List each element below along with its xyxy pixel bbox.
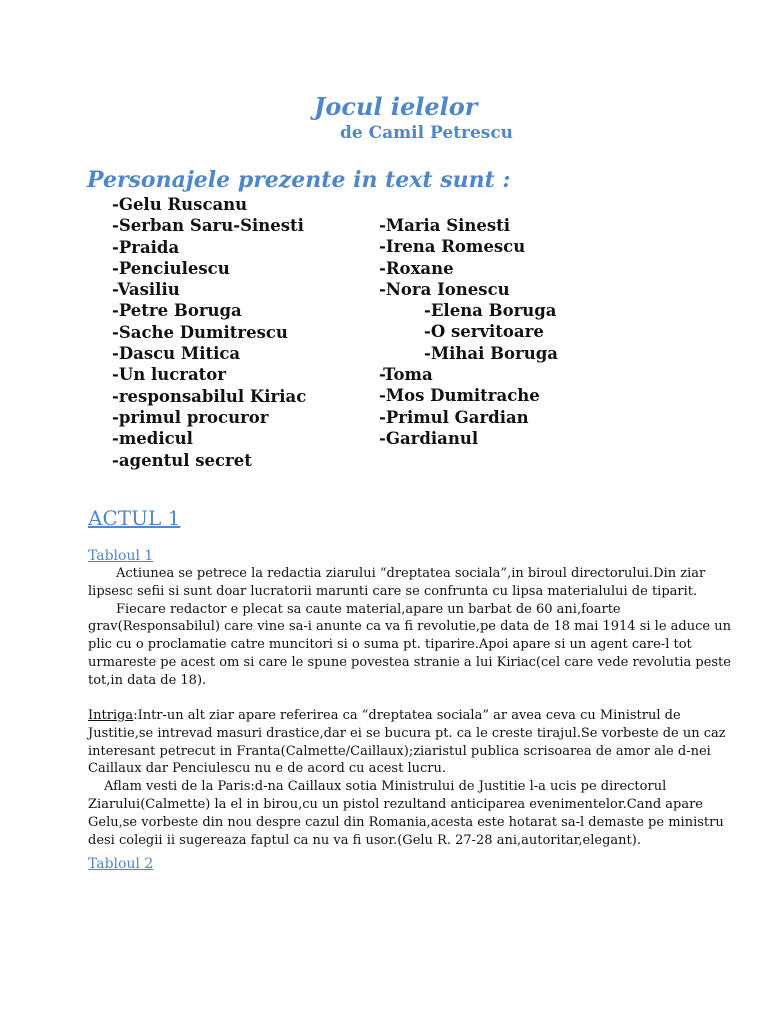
character-item: -Un lucrator: [112, 365, 226, 385]
character-item: -Mihai Boruga: [424, 343, 558, 363]
character-item: -Irena Romescu: [379, 237, 526, 257]
character-item: -Penciulescu: [112, 258, 230, 278]
character-item: -Gelu Ruscanu: [112, 195, 248, 214]
paragraph-line: lipsesc sefii si sunt doar lucratorii marunti care se confrunta cu lipsa materialului de tiparit.: [88, 583, 698, 599]
character-item: -agentul secret: [112, 450, 252, 470]
paragraph-line: Gelu,se vorbeste din nou despre cazul din Romania,acesta este hotarat sa-l demaste pe ministru: [88, 814, 724, 830]
character-item: -Serban Saru-Sinesti: [112, 216, 304, 236]
paragraph-line: Actiunea se petrece la redactia ziarului “dreptatea sociala”,in biroul directorului.Din ziar: [116, 566, 706, 581]
paragraph-line: urmareste pe acest om si care le spune povestea stranie a lui Kiriac(cel care vede revolutia peste: [88, 654, 731, 670]
character-item: -Dascu Mitica: [112, 344, 241, 364]
character-item: -medicul: [112, 429, 193, 449]
tablou-2-link[interactable]: Tabloul 2: [88, 856, 154, 872]
paragraph-line: grav(Responsabilul) care vine sa-i anunte ca va fi revolutie,pe data de 18 mai 1914 si le aduce un: [88, 619, 731, 635]
act-1-tablou-1-text: [88, 565, 731, 690]
character-item: -Toma: [379, 365, 433, 385]
character-item: -O servitoare: [424, 322, 544, 342]
character-item: -Mos Dumitrache: [379, 386, 540, 406]
character-item: -Gardianul: [379, 428, 479, 448]
characters-heading: Personajele prezente in text sunt :: [87, 167, 511, 193]
paragraph-line: Fiecare redactor e plecat sa caute material,apare un barbat de 60 ani,foarte: [116, 601, 621, 617]
character-item: -Maria Sinesti: [379, 216, 511, 235]
tablou-1-link[interactable]: Tabloul 1: [88, 548, 154, 564]
document-author: de Camil Petrescu: [340, 123, 514, 143]
paragraph-line: plic cu o proclamatie catre muncitori si o suma pt. tiparire.Apoi apare si un agent care-l tot: [88, 637, 692, 653]
paragraph-line: Caillaux dar Penciulescu nu e de acord cu acest lucru.: [88, 761, 446, 777]
act-1-heading-link[interactable]: ACTUL 1: [88, 506, 181, 530]
paragraph-line: Aflam vesti de la Paris:d-na Caillaux sotia Ministrului de Justitie l-a ucis pe directorul: [104, 779, 667, 795]
character-item: -Roxane: [379, 258, 454, 278]
paragraph-line: Ziarului(Calmette) la el in birou,cu un pistol rezultand anticiparea evenimentelor.Cand apare: [88, 796, 703, 812]
paragraph-line: [88, 707, 708, 725]
character-item: -Petre Boruga: [112, 301, 242, 321]
paragraph-line: interesant petrecut in Franta(Calmette/Caillaux);ziaristul publica scrisoarea de amor ale d-nei: [88, 743, 711, 759]
character-item: -Praida: [112, 237, 180, 257]
characters-list-left: [112, 194, 306, 471]
character-item: -Sache Dumitrescu: [112, 322, 288, 342]
act-1-intriga-text: [88, 707, 726, 849]
character-item: -responsabilul Kiriac: [112, 386, 307, 406]
character-item: -Primul Gardian: [379, 407, 529, 427]
character-item: -primul procuror: [112, 407, 269, 427]
document-title: Jocul ielelor: [314, 92, 478, 121]
paragraph-line: Justitie,se intrevad masuri drastice,dar ei se bucura pt. ca le creste tirajul.Se vorbeste de un caz: [88, 725, 726, 741]
character-item: -Nora Ionescu: [379, 279, 510, 299]
intriga-label: Intriga: [88, 708, 134, 723]
paragraph-line: tot,in data de 18).: [88, 672, 207, 688]
intriga-first-line: :Intr-un alt ziar apare referirea ca “dreptatea sociala” ar avea ceva cu Ministrul de: [133, 708, 681, 723]
character-item: -Elena Boruga: [424, 301, 557, 321]
character-item: -Vasiliu: [112, 280, 180, 300]
paragraph-line: desi colegii ii sugereaza faptul ca nu va fi usor.(Gelu R. 27-28 ani,autoritar,elegant).: [88, 832, 641, 848]
characters-list-right: [379, 215, 558, 449]
